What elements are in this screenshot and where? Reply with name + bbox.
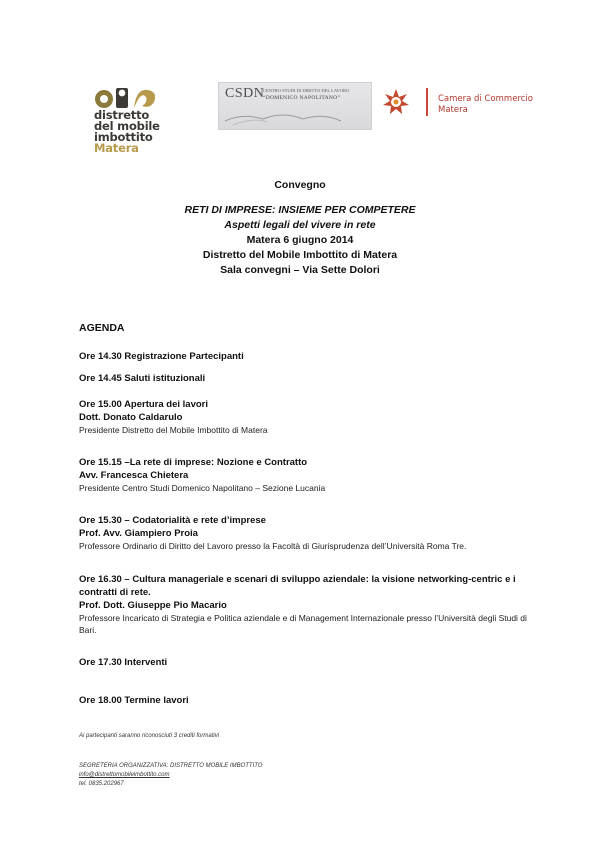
- phone-line: tel. 0835.202967: [79, 781, 124, 787]
- agenda-item: [79, 372, 539, 385]
- agenda-title: AGENDA: [79, 322, 125, 334]
- agenda-item-title: Ore 15.00 Apertura dei lavori: [79, 399, 209, 410]
- agenda-item-title: Ore 15.30 – Codatorialità e rete d’imprese: [79, 515, 266, 526]
- credits-note: Ai partecipanti saranno riconosciuti 3 crediti formativi: [79, 733, 220, 739]
- event-room: Sala convegni – Via Sette Dolori: [220, 264, 380, 276]
- camera-logo-line-1: Camera di Commercio: [438, 94, 533, 104]
- event-title: RETI DI IMPRESE: INSIEME PER COMPETERE: [184, 204, 416, 216]
- agenda-item: [79, 656, 539, 669]
- csdn-acronym: CSDN: [225, 86, 265, 101]
- secretary-line: SEGRETERIA ORGANIZZATIVA: DISTRETTO MOBILE IMBOTTITO: [79, 763, 263, 769]
- camera-commercio-logo: [382, 88, 533, 124]
- agenda-item-speaker: Prof. Dott. Giuseppe Pio Macario: [79, 600, 227, 611]
- agenda-item-speaker: Prof. Avv. Giampiero Proia: [79, 528, 198, 539]
- event-date: Matera 6 giugno 2014: [246, 234, 354, 246]
- event-venue: Distretto del Mobile Imbottito di Matera: [202, 249, 398, 261]
- agenda-item-role: Presidente Centro Studi Domenico Napolitano – Sezione Lucania: [79, 483, 326, 493]
- agenda-item-role: Presidente Distretto del Mobile Imbottito di Matera: [79, 425, 268, 435]
- agenda-item-speaker: Avv. Francesca Chietera: [79, 470, 189, 481]
- agenda-item-role: Professore Incaricato di Strategia e Politica aziendale e di Management Internazionale presso l’Università degli Studi di Bari.: [79, 613, 527, 635]
- agenda-item-role: Professore Ordinario di Diritto del Lavoro presso la Facoltà di Giurisprudenza dell’Università Roma Tre.: [79, 541, 467, 551]
- distretto-logo-line-3: imbottito: [94, 130, 153, 144]
- agenda-item: [79, 398, 539, 436]
- agenda-item-title: Ore 15.15 –La rete di imprese: Nozione e Contratto: [79, 457, 308, 468]
- distretto-logo-line-1: distretto: [94, 108, 150, 122]
- book-icon: [223, 107, 343, 127]
- agenda-item-title: Ore 14.45 Saluti istituzionali: [79, 373, 206, 384]
- agenda-item: [79, 573, 529, 636]
- star-emblem-icon: [382, 88, 410, 116]
- csdn-subtitle-small: CENTRO STUDI DI DIRITTO DEL LAVORO: [263, 88, 350, 93]
- event-type: Convegno: [274, 179, 326, 191]
- agenda-item: [79, 456, 539, 494]
- camera-logo-line-2: Matera: [438, 105, 468, 115]
- distretto-logo-line-2: del mobile: [94, 119, 160, 133]
- agenda-item-title: Ore 18.00 Termine lavori: [79, 695, 189, 706]
- agenda-item-speaker: Dott. Donato Caldarulo: [79, 412, 183, 423]
- agenda-item-title: Ore 14.30 Registrazione Partecipanti: [79, 351, 244, 362]
- logo-divider: [426, 88, 428, 116]
- csdn-subtitle: “DOMENICO NAPOLITANO”: [263, 95, 341, 101]
- agenda-item-title: Ore 16.30 – Cultura manageriale e scenari di sviluppo aziendale: la visione networking-centric e i contratti di rete.: [79, 574, 516, 598]
- distretto-logo-line-4: Matera: [94, 141, 139, 155]
- agenda-item: [79, 514, 539, 552]
- event-subtitle: Aspetti legali del vivere in rete: [224, 219, 376, 231]
- csdn-logo: [218, 82, 372, 130]
- agenda-item-title: Ore 17.30 Interventi: [79, 657, 168, 668]
- email-link[interactable]: info@distrettomobileimbottito.com: [79, 772, 170, 778]
- distretto-logo: [88, 82, 168, 164]
- agenda-item: [79, 350, 539, 363]
- agenda-item: [79, 694, 539, 707]
